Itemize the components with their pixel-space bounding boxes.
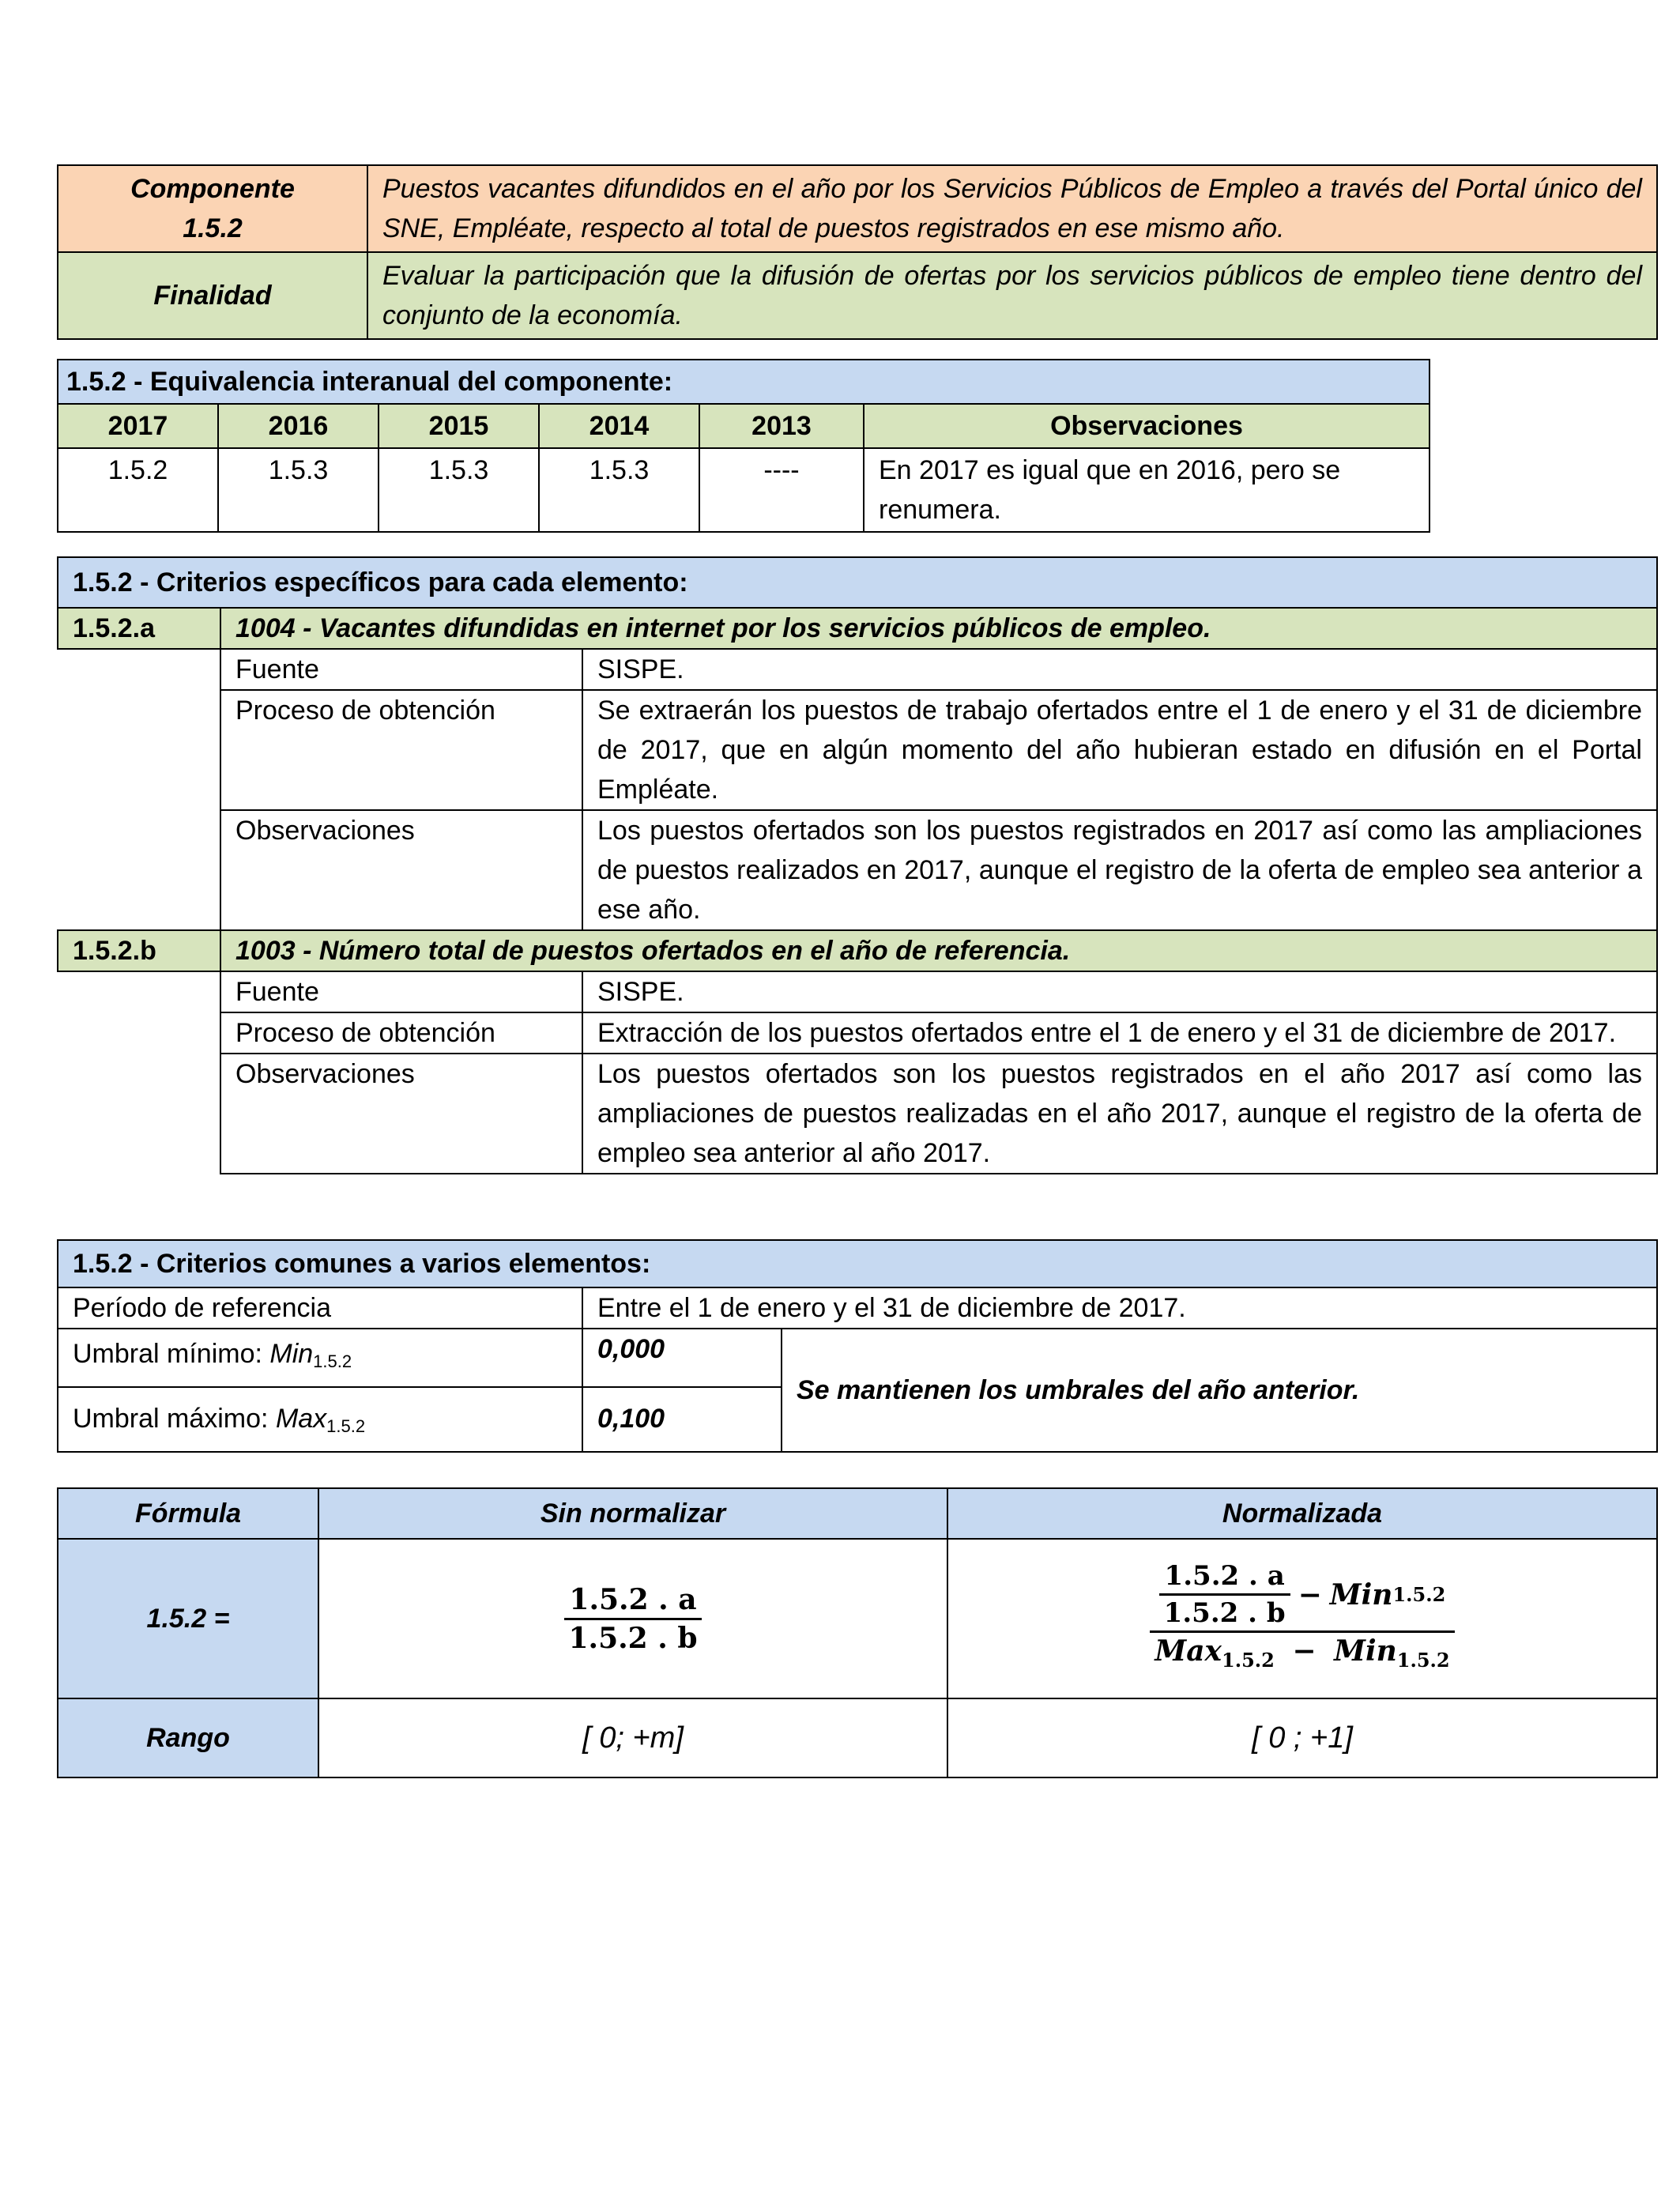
year-header-2013: 2013: [699, 404, 864, 448]
process-value: Se extraerán los puestos de trabajo ofertados entre el 1 de enero y el 31 de diciembre de 2017, que en algún momento del año hubieran estado en difusión en el Portal Empléate.: [582, 690, 1657, 810]
max-subscript: 1.5.2: [326, 1416, 366, 1436]
max-term: Max: [1155, 1634, 1222, 1668]
element-name: 1004 - Vacantes difundidas en internet por los servicios públicos de empleo.: [220, 608, 1657, 649]
process-value: Extracción de los puestos ofertados entre el 1 de enero y el 31 de diciembre de 2017.: [582, 1012, 1657, 1054]
inner-numerator: 1.5.2 . a: [1164, 1560, 1285, 1592]
range-label: Rango: [58, 1698, 318, 1777]
process-label: Proceso de obtención: [220, 690, 582, 810]
normalized-fraction: [1150, 1559, 1454, 1679]
formula-header: Fórmula: [58, 1488, 318, 1539]
observations-cell: En 2017 es igual que en 2016, pero se renumera.: [864, 448, 1430, 532]
common-criteria-table: [57, 1239, 1658, 1453]
min-term: Min: [1329, 1578, 1393, 1612]
observations-value: Los puestos ofertados son los puestos registrados en el año 2017 así como las ampliaciones de puestos realizadas en el año 2017, aunque el registro de la oferta de empleo sea anterior al año 2017.: [582, 1054, 1657, 1174]
minus-sign: −: [1298, 1578, 1322, 1612]
raw-denominator: 1.5.2 . b: [568, 1621, 698, 1655]
max-threshold-text: Umbral máximo:: [73, 1404, 276, 1434]
specific-criteria-table: [57, 556, 1658, 1174]
observations-value: Los puestos ofertados son los puestos registrados en 2017 así como las ampliaciones de puestos realizados en 2017, aunque el registro de la oferta de empleo sea anterior a ese año.: [582, 810, 1657, 930]
equivalence-title: 1.5.2 - Equivalencia interanual del componente:: [58, 360, 1430, 404]
range-normalized: [ 0 ; +1]: [947, 1698, 1657, 1777]
max-term-subscript: 1.5.2: [1222, 1649, 1275, 1672]
year-header-2016: 2016: [218, 404, 379, 448]
formula-table: [57, 1487, 1658, 1778]
process-label: Proceso de obtención: [220, 1012, 582, 1054]
source-value: SISPE.: [582, 649, 1657, 690]
source-label: Fuente: [220, 971, 582, 1012]
min-threshold-text: Umbral mínimo:: [73, 1339, 270, 1369]
component-description: Puestos vacantes difundidos en el año por los Servicios Públicos de Empleo a través del Portal único del SNE, Empléate, respecto al total de puestos registrados en ese mismo año.: [367, 165, 1657, 252]
threshold-note: Se mantienen los umbrales del año anterior.: [782, 1329, 1657, 1452]
min-subscript: 1.5.2: [313, 1351, 352, 1371]
table-cell: 1.5.3: [218, 448, 379, 532]
component-label-line1: Componente: [130, 174, 295, 204]
equivalence-data-row: [58, 448, 1430, 532]
max-threshold-label: [58, 1387, 582, 1452]
observations-label: Observaciones: [220, 810, 582, 930]
element-a-header: [58, 608, 1657, 649]
raw-formula: [318, 1539, 947, 1698]
year-header-2015: 2015: [379, 404, 539, 448]
inner-denominator: 1.5.2 . b: [1163, 1597, 1286, 1629]
range-raw: [ 0; +m]: [318, 1698, 947, 1777]
inner-fraction: [1159, 1559, 1290, 1630]
purpose-label: Finalidad: [58, 252, 367, 339]
raw-fraction: [564, 1581, 703, 1657]
min-symbol: Min: [269, 1339, 314, 1369]
component-label: [58, 165, 367, 252]
min-term-subscript: 1.5.2: [1396, 1649, 1450, 1672]
normalized-formula: [947, 1539, 1657, 1698]
min-threshold-value: 0,000: [582, 1329, 782, 1387]
source-value: SISPE.: [582, 971, 1657, 1012]
element-code: 1.5.2.a: [58, 608, 220, 649]
component-table: [57, 164, 1658, 340]
observations-label: Observaciones: [220, 1054, 582, 1174]
common-criteria-title: 1.5.2 - Criterios comunes a varios elementos:: [58, 1240, 1657, 1287]
specific-criteria-title: 1.5.2 - Criterios específicos para cada elemento:: [58, 557, 1657, 608]
period-value: Entre el 1 de enero y el 31 de diciembre de 2017.: [582, 1287, 1657, 1329]
table-cell: ----: [699, 448, 864, 532]
table-cell: 1.5.3: [539, 448, 699, 532]
element-b-header: [58, 930, 1657, 971]
equivalence-header-row: [58, 404, 1430, 448]
raw-header: Sin normalizar: [318, 1488, 947, 1539]
minus-sign: −: [1292, 1634, 1317, 1668]
min-term-subscript: 1.5.2: [1392, 1582, 1446, 1606]
table-cell: 1.5.2: [58, 448, 218, 532]
year-header-2014: 2014: [539, 404, 699, 448]
normalized-header: Normalizada: [947, 1488, 1657, 1539]
source-label: Fuente: [220, 649, 582, 690]
equivalence-table: [57, 359, 1430, 533]
purpose-description: Evaluar la participación que la difusión de ofertas por los servicios públicos de empleo tiene dentro del conjunto de la economía.: [367, 252, 1657, 339]
max-threshold-value: 0,100: [582, 1387, 782, 1452]
min-threshold-label: [58, 1329, 582, 1387]
year-header-2017: 2017: [58, 404, 218, 448]
formula-row-label: 1.5.2 =: [58, 1539, 318, 1698]
table-cell: 1.5.3: [379, 448, 539, 532]
period-label: Período de referencia: [58, 1287, 582, 1329]
component-label-line2: 1.5.2: [183, 213, 243, 243]
min-term: Min: [1334, 1634, 1397, 1668]
element-name: 1003 - Número total de puestos ofertados en el año de referencia.: [220, 930, 1657, 971]
observations-header: Observaciones: [864, 404, 1430, 448]
raw-numerator: 1.5.2 . a: [569, 1582, 697, 1616]
max-symbol: Max: [275, 1404, 327, 1434]
element-code: 1.5.2.b: [58, 930, 220, 971]
